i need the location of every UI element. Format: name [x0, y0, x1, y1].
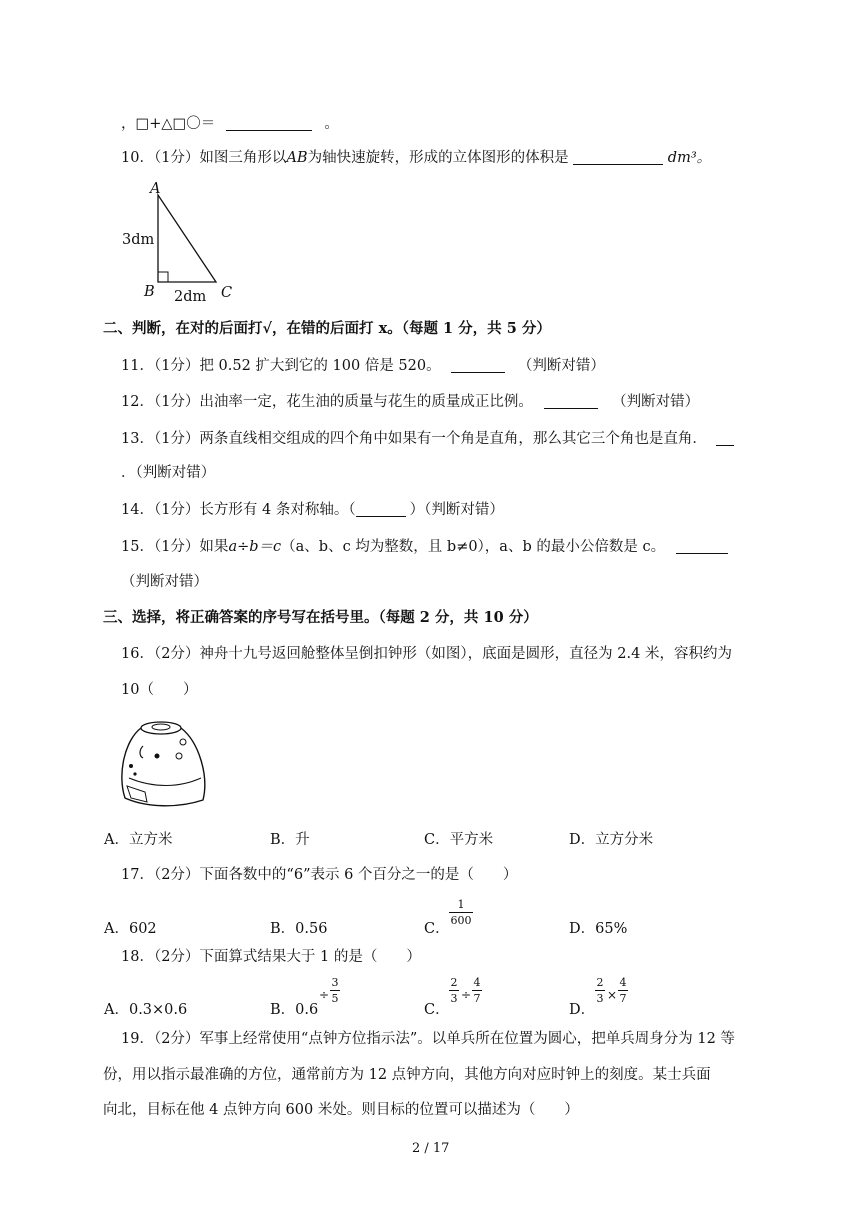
question-19-line-3: 向北，目标在他 4 点钟方向 600 米处。则目标的位置可以描述为（ ） [103, 1102, 579, 1118]
base-label: 2dm [174, 289, 207, 305]
question-14 [121, 502, 504, 518]
q18-option-b[interactable]: B．0.6 [270, 1002, 319, 1018]
vertex-a-label: A [150, 181, 161, 197]
q18-option-a[interactable]: A．0.3×0.6 [104, 1002, 188, 1018]
question-15-text: 15．（1分）如果 [121, 539, 229, 555]
q18-option-b-fraction [330, 977, 340, 1004]
q18-option-c-operator: ÷ [461, 988, 472, 1002]
question-14-text: 14．（1分）长方形有 4 条对称轴。（ [121, 502, 356, 518]
fraction-bar [618, 990, 628, 991]
q17-option-d[interactable]: D．65% [569, 921, 628, 937]
question-15-line-2: （判断对错） [121, 574, 208, 590]
vertex-c-label: C [221, 285, 233, 301]
fraction-bar [595, 990, 605, 991]
question-16-line-2: 10（ ） [121, 682, 198, 698]
question-10-text-2: 为轴快速旋转，形成的立体图形的体积是 [307, 150, 569, 166]
page-number: 2 / 17 [412, 1141, 450, 1156]
q17-option-b[interactable]: B．0.56 [270, 921, 328, 937]
fraction-numerator: 2 [450, 976, 458, 989]
top-line-expression: ，□+△□〇＝ [121, 116, 216, 132]
section-2-title: 二、判断，在对的后面打√，在错的后面打 x。（每题 1 分，共 5 分） [103, 320, 551, 337]
return-capsule-figure [117, 712, 213, 812]
q16-option-c[interactable]: C．平方米 [424, 832, 494, 848]
question-13-line-2: ．（判断对错） [121, 465, 216, 481]
fraction-numerator: 4 [619, 976, 627, 989]
question-15-text-2: （a、b、c 均为整数，且 b≠0），a、b 的最小公倍数是 c。 [281, 539, 666, 555]
fraction-denominator: 3 [596, 992, 604, 1005]
top-line [121, 116, 339, 132]
q18-option-b-operator: ÷ [319, 988, 330, 1002]
question-15-expression: a÷b＝c [228, 539, 282, 555]
fraction-numerator: 3 [331, 976, 339, 989]
question-10-text: 10．（1分）如图三角形以 [121, 150, 287, 166]
answer-blank [716, 431, 734, 446]
answer-blank [573, 150, 663, 165]
question-11-text: 11．（1分）把 0.52 扩大到它的 100 倍是 520。 [121, 358, 441, 374]
fraction-bar [330, 990, 340, 991]
q16-option-b[interactable]: B．升 [270, 832, 310, 848]
answer-blank [226, 116, 312, 131]
question-17: 17．（2分）下面各数中的“6”表示 6 个百分之一的是（ ） [121, 867, 518, 883]
question-19-line-2: 份，用以指示最准确的方位，通常前方为 12 点钟方向，其他方向对应时钟上的刻度。某士兵面 [103, 1067, 711, 1083]
fraction-denominator: 7 [619, 992, 627, 1005]
answer-blank [544, 394, 598, 409]
q16-option-d[interactable]: D．立方分米 [569, 832, 654, 848]
question-10 [121, 150, 711, 166]
fraction-bar [472, 990, 482, 991]
q16-option-a[interactable]: A．立方米 [104, 832, 173, 848]
volume-unit: dm³。 [667, 150, 712, 166]
top-line-suffix: 。 [324, 116, 339, 132]
answer-blank [676, 539, 728, 554]
question-13-text: 13．（1分）两条直线相交组成的四个角中如果有一个角是直角，那么其它三个角也是直角． [121, 431, 707, 447]
question-19-line-1: 19．（2分）军事上经常使用“点钟方位指示法”。以单兵所在位置为圆心，把单兵周身分为 12 等 [121, 1031, 735, 1047]
fraction-denominator: 5 [331, 992, 339, 1005]
fraction-numerator: 1 [457, 898, 465, 911]
question-18: 18．（2分）下面算式结果大于 1 的是（ ） [121, 949, 421, 965]
section-3-title: 三、选择，将正确答案的序号写在括号里。（每题 2 分，共 10 分） [103, 609, 538, 626]
q18-option-c-fraction-2 [472, 977, 482, 1004]
question-13 [121, 431, 734, 447]
question-14-tail: ）（判断对错） [409, 502, 504, 518]
q18-option-d[interactable]: D． [569, 1002, 596, 1018]
answer-blank [356, 502, 406, 517]
answer-blank [451, 358, 505, 373]
fraction-bar [449, 912, 473, 913]
question-15 [121, 539, 728, 555]
question-12 [121, 394, 699, 410]
fraction-denominator: 600 [450, 914, 472, 927]
height-label: 3dm [122, 232, 155, 248]
fraction-denominator: 7 [473, 992, 481, 1005]
fraction-denominator: 3 [450, 992, 458, 1005]
q18-option-d-fraction-1 [595, 977, 605, 1004]
q17-option-a[interactable]: A．602 [104, 921, 157, 937]
q17-option-c[interactable]: C． [424, 921, 450, 937]
q17-option-c-fraction [449, 899, 473, 926]
question-12-text: 12．（1分）出油率一定，花生油的质量与花生的质量成正比例。 [121, 394, 533, 410]
question-12-tail: （判断对错） [612, 394, 700, 410]
q18-option-c-fraction-1 [449, 977, 459, 1004]
question-11 [121, 358, 605, 374]
vertex-b-label: B [144, 284, 155, 300]
question-11-tail: （判断对错） [517, 358, 605, 374]
fraction-numerator: 4 [473, 976, 481, 989]
q18-option-d-operator: × [607, 988, 618, 1002]
q18-option-c[interactable]: C． [424, 1002, 450, 1018]
q18-option-d-fraction-2 [618, 977, 628, 1004]
question-16-line-1: 16．（2分）神舟十九号返回舱整体呈倒扣钟形（如图），底面是圆形，直径为 2.4 米，容积约为 [121, 646, 732, 662]
fraction-bar [449, 990, 459, 991]
fraction-numerator: 2 [596, 976, 604, 989]
axis-label: AB [286, 150, 308, 166]
